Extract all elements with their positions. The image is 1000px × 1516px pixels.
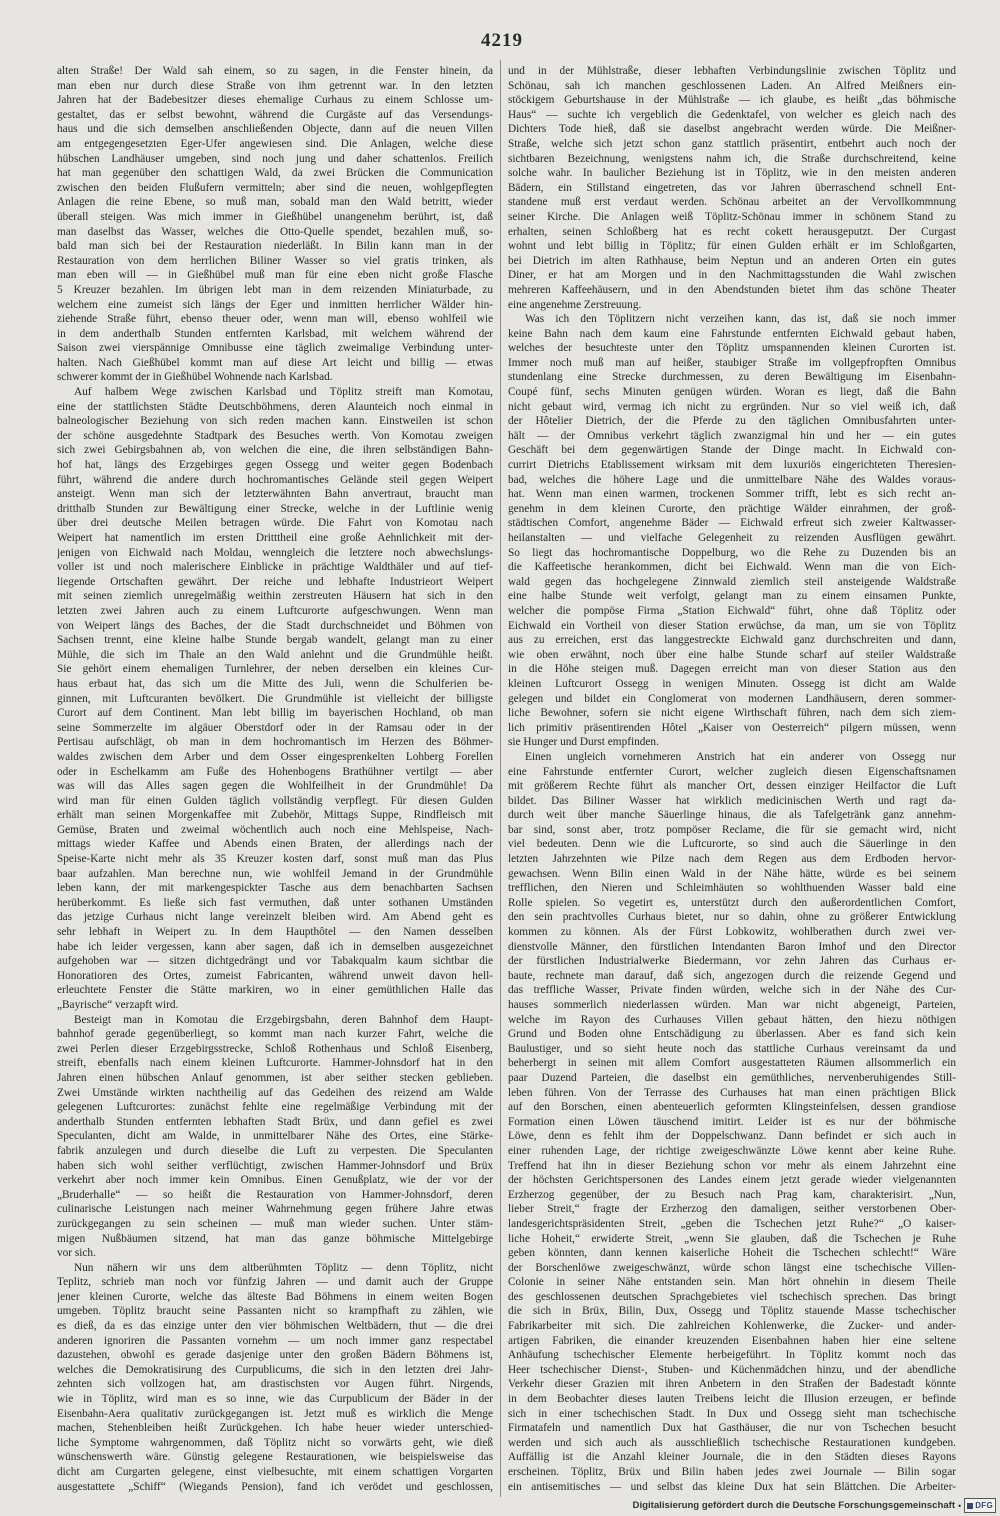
- text-line: seiner Kirche. Die Anlagen weiß Töplitz-Schönau immer in schönem Stand zu: [508, 210, 956, 223]
- text-line: sehr lebhaft in Weipert zu. In dem Haupthôtel — den Namen desselben: [57, 926, 493, 939]
- text-line: Treffend hat ihn in dieser Beziehung schon vor mehr als einem Jahrzehnt eine: [508, 1159, 956, 1172]
- dfg-logo-icon: [964, 1498, 996, 1513]
- text-line: wird man für einen Gulden täglich vollständig verpflegt. Für diesen Gulden: [57, 794, 493, 807]
- text-line: 5 Kreuzer bezahlen. Im übrigen lebt man in dem reizenden Miniaturbade, zu: [57, 283, 493, 296]
- credit-bullet: •: [958, 1500, 962, 1511]
- text-line: baute, rechnete man darauf, daß sich, angezogen durch die reizende Gegend und: [508, 969, 956, 982]
- text-line: Diner, er hat am Morgen und in den Nachmittagsstunden die Wahl zwischen: [508, 269, 956, 282]
- text-line: oder in Eschelkamm am Fuße des Hohenbogens Brathühner vertilgt — aber: [57, 765, 493, 778]
- text-line: trefflichen, den Nieren und Schleimhäuten so wohlthuenden Wasser bald eine: [508, 882, 956, 895]
- text-line: Nun nähern wir uns dem altberühmten Töplitz — denn Töplitz, nicht: [74, 1261, 493, 1274]
- text-line: keine Bahn nach dem kaum eine Fahrstunde entfernten Eichwald gebaut haben,: [508, 327, 956, 340]
- text-line: Anlagen die reine Ebene, so muß man, sobald man den Wald betritt, wieder: [57, 196, 493, 209]
- text-line: Jahren einen hübschen Anlauf genommen, ist aber seither stecken geblieben.: [57, 1071, 493, 1084]
- text-line: ginnen, mit Luftcuranten bevölkert. Die Grundmühle ist vielleicht der billigste: [57, 692, 493, 705]
- text-line: migen Nußbäumen sitzend, hat man das ganze böhmische Mittelgebirge: [57, 1232, 493, 1245]
- text-line: Restauration von dem herrlichen Biliner Wasser so viel gratis trinken, als: [57, 254, 493, 267]
- text-line: fabrik anzulegen und durch dieselbe die Luft zu verpesten. Die Speculanten: [57, 1144, 493, 1157]
- text-line: was will das Alles sagen gegen die Wohlfeilheit in der Grundmühle! Da: [57, 780, 493, 793]
- text-line: Coupé fünf, sechs Minuten genügen würden. Woran es liegt, daß die Bahn: [508, 386, 956, 399]
- text-line: Dichters Tode hieß, daß sie daselbst angebracht werden würde. Die Meißner-: [508, 123, 956, 136]
- text-line: „Bruderhalle“ — so heißt die Restauration von Hammer-Johnsdorf, deren: [57, 1188, 493, 1201]
- text-line: stundenlang eine Strecke durchmessen, zu deren Bewältigung im Eisenbahn-: [508, 371, 956, 384]
- text-line: geben könnten, dann kennen kaiserliche Hoheit die Tschechen schlecht!“ Wäre: [508, 1247, 956, 1260]
- text-line: Immer noch muß man auf heißer, staubiger Straße im vollgepfropften Omnibus: [508, 356, 956, 369]
- text-line: gestaltet, das er selbst bewohnt, während die Curgäste auf das Versendungs-: [57, 108, 493, 121]
- text-line: stöckigem Geburtshause in der Mühlstraße — ich glaube, es heißt „das böhmische: [508, 94, 956, 107]
- dfg-logo-text: DFG: [975, 1501, 993, 1510]
- text-line: aus zu erreichen, erst das langgestreckte Eichwald ganz durchschreiten und dann,: [508, 634, 956, 647]
- text-line: erhalten, seinen Schloßberg hat es recht cokett herausgeputzt. Der Curgast: [508, 225, 956, 238]
- text-line: wie in Töplitz, wird man es so inne, wie das Curpublicum der Bäder in der: [57, 1393, 493, 1406]
- text-line: lich primitiv präsentirenden Hôtel „Kaiser von Oesterreich“ pilgern müssen, wenn: [508, 721, 956, 734]
- column-divider: [500, 60, 501, 1497]
- paragraph: [57, 1013, 493, 1261]
- text-line: dicht am Curgarten gelegene, einst vielbesuchte, mit einem schattigen Vorgarten: [57, 1466, 493, 1478]
- text-line: baar aufzahlen. Man berechne nun, wie wohlfeil Jemand in der Grundmühle: [57, 867, 493, 880]
- text-line: eine angenehme Zerstreuung.: [508, 298, 642, 311]
- text-line: Speculanten, dicht am Walde, in unmittelbarer Nähe des Ortes, eine Stärke-: [57, 1130, 493, 1143]
- text-line: haus erbaut hat, das sich um die Mitte des Juli, wenn die Schulferien be-: [57, 677, 493, 690]
- text-line: Speise-Karte nicht mehr als 35 Kreuzer kosten darf, sonst muß man das Plus: [57, 853, 493, 866]
- text-line: welche im Rayon des Curhauses Villen gebaut hätten, den hiezu nöthigen: [508, 1013, 956, 1026]
- text-line: ausgestattete „Schiff“ (Wiegands Pension), fand ich verödet und geschlossen,: [57, 1480, 493, 1493]
- text-line: haben sich wohl seither verflüchtigt, zwischen Hammer-Johnsdorf und Brüx: [57, 1159, 493, 1172]
- text-line: zurückgegangen zu sein scheinen — muß man wieder suchen. Unter stäm-: [57, 1217, 493, 1230]
- text-line: den sein prachtvolles Curhaus bietet, nur so dahin, ohne zu größerer Entwicklung: [508, 911, 956, 924]
- text-line: Pertisau aufschlägt, ob man in dem hochromantisch im Herzen des Böhmer-: [57, 736, 493, 749]
- text-line: Firmatafeln und namentlich Dux hat Gasthäuser, die nur von Tschechen besucht: [508, 1422, 956, 1435]
- paragraph: [508, 312, 956, 750]
- text-line: welches der besuchteste unter den Töplitz umspannenden kleinen Curorten ist.: [508, 342, 956, 355]
- text-line: waldes zwischen dem Arber und dem Osser eingesprenkelten Lohberg Forellen: [57, 750, 493, 763]
- text-line: Auf halbem Wege zwischen Karlsbad und Töplitz streift man Komotau,: [74, 386, 493, 399]
- text-line: Teplitz, schrieb man noch vor fünfzig Jahren — und damit auch der Gruppe: [57, 1276, 493, 1289]
- text-line: Zwei Umstände wirkten nachtheilig auf das Gedeihen des reizend am Walde: [57, 1086, 493, 1099]
- text-line: Rolle spielen. So vegetirt es, unterstützt durch den außerordentlichen Comfort,: [508, 896, 956, 909]
- text-line: ansteigt. Wenn man sich der letzterwähnten Bahn anvertraut, braucht man: [57, 488, 493, 501]
- text-line: machen, Stehenbleiben heißt Zurückgehen. Ich habe heuer wieder unterschied-: [57, 1422, 493, 1435]
- text-line: man daselbst das Wasser, welches die Otto-Quelle spendet, bezahlen muß, so-: [57, 225, 493, 238]
- text-line: und in der Mühlstraße, dieser lebhaften Verbindungslinie zwischen Töplitz und: [508, 65, 956, 77]
- text-line: Eisenbahn-Aera qualitativ zurückgegangen ist. Jetzt muß es wirklich die Menge: [57, 1407, 493, 1420]
- text-line: welchem eine zumeist sich längs der Eger und inmitten herrlicher Wälder hin-: [57, 298, 493, 311]
- text-line: sichtbaren Bezeichnung, wenigstens nahm ich, die Straße durchschreitend, keine: [508, 152, 956, 165]
- text-line: Geschäft bei dem gegenwärtigen Stande der Dinge macht. In Eichwald con-: [508, 444, 956, 457]
- text-line: hält — der Omnibus verkehrt täglich zwanzigmal hin und her — ein gutes: [508, 429, 956, 442]
- text-line: dazustehen, obwohl es gerade dasjenige unter den großen Bädern Böhmens ist,: [57, 1349, 493, 1362]
- text-line: wie oben erwähnt, noch über eine halbe Stunde scharf auf steiler Waldstraße: [508, 648, 956, 661]
- text-line: Curort auf dem Continent. Man lebt billig im bayerischen Hochland, ob man: [57, 707, 493, 720]
- text-line: man eben nur durch diese Straße von ihm getrennt war. In den letzten: [57, 79, 493, 92]
- text-line: balneologischer Beziehung von sich reden machen kann. Einstweilen ist schon: [57, 415, 493, 428]
- text-line: die Kaffeetische herankommen, dicht bei Eichwald. Wenn man die von Eich-: [508, 561, 956, 574]
- text-line: genehm in dem kleinen Curorte, den prächtige Wälder einrahmen, der groß-: [508, 502, 956, 515]
- text-line: zwei Perlen dieser Erzgebirgsstrecke, Schloß Rothenhaus und Schloß Eisenberg,: [57, 1042, 493, 1055]
- text-line: „Bayrische“ verzapft wird.: [57, 999, 179, 1011]
- text-line: currirt Dietrichs Etablissement wirksam mit dem luxuriös eingerichteten Theresien-: [508, 459, 956, 472]
- paragraph: [57, 385, 493, 1013]
- text-line: Formation einen Löwen täuschend imitirt. Leider ist es nur der böhmische: [508, 1115, 956, 1128]
- text-line: hof hat, längs des Erzgebirges gegen Ossegg und weiter gegen Bodenbach: [57, 459, 493, 472]
- text-line: vor sich.: [57, 1247, 96, 1260]
- text-line: wald gegen das hochgelegene Zinnwald ziemlich steil ansteigende Waldstraße: [508, 575, 956, 588]
- text-line: Besteigt man in Komotau die Erzgebirgsbahn, deren Bahnhof dem Haupt-: [74, 1013, 493, 1026]
- text-line: hauses sommerlich niederlassen würden. Man war nicht abgeneigt, Parteien,: [508, 999, 956, 1011]
- text-line: beherbergt in seinen mit allem Comfort ausgestatteten Räumen allsommerlich ein: [508, 1057, 956, 1070]
- text-line: Haus“ — suchte ich vergeblich die Gedenktafel, von welcher es gleich nach des: [508, 108, 956, 121]
- text-line: standene muß erst verdaut werden. Schönau arbeitet an der Vervollkommnung: [508, 196, 956, 209]
- text-line: wohnt und lebt billig in Töplitz; für einen Gulden erhält er im Schloßgarten,: [508, 240, 956, 253]
- text-line: jener kleinen Curorte, welche das älteste Bad Böhmens in einem weiten Bogen: [57, 1290, 493, 1303]
- text-line: Weipert hat namentlich im ersten Dritttheil eine große Aehnlichkeit mit der-: [57, 532, 493, 544]
- text-line: das jetzige Curhaus nicht lange vereinzelt bleiben wird. Am Abend geht es: [57, 911, 493, 924]
- text-line: ziehende Straße führt, ebenso theuer oder, wenn man will, ebenso wohlfeil wie: [57, 313, 493, 326]
- text-line: Jahren hat der Badebesitzer dieses ehemalige Curhaus zu einem Schlosse um-: [57, 94, 493, 107]
- text-line: führt, während die andere durch hochromantisches Gelände steil gegen Weipert: [57, 473, 493, 486]
- text-line: letzten zwei Jahren auch zu einem Luftcurorte aufgeschwungen. Wenn man: [57, 604, 493, 617]
- text-line: der fürstlichen Industrialwerke Biedermann, vor zehn Jahren das Curhaus er-: [508, 955, 956, 968]
- text-line: hat man gegenüber den schattigen Wald, da zwei Brücken die Communication: [57, 167, 493, 180]
- text-line: ein antisemitisches — und selbst das kleine Dux hat sein Blättchen. Die Arbeiter-: [508, 1480, 956, 1493]
- text-line: des geschlossenen deutschen Sprachgebietes viel tschechisch sprechen. Das bringt: [508, 1290, 956, 1303]
- text-line: wünschenswerth wäre. Günstig gelegene Restaurationen, wie beispielsweise das: [57, 1451, 493, 1464]
- text-line: in dem Beobachter dieses lauten Treibens leicht die Illusion erzeugen, er befinde: [508, 1393, 956, 1406]
- text-line: erleuchtete Fenster die Stätte markiren, wo in einer gemüthlichen Halle das: [57, 984, 493, 997]
- text-line: viel bedeuten. Denn wie die Luftcurorte, so sind auch die Säuerlinge in den: [508, 838, 956, 851]
- text-line: Löwe, denn es fehlt ihm der Doppelschwanz. Dann befindet er sich auch in: [508, 1130, 956, 1143]
- text-line: Saison zwei vierspännige Omnibusse eine täglich zweimalige Verbindung unter-: [57, 342, 493, 355]
- text-line: städtischen Comfort, angenehme Bäder — Eichwald erfreut sich zweier Kaltwasser-: [508, 517, 956, 530]
- text-line: das treffliche Wasser, Private finden würden, welche sich in der Nähe des Cur-: [508, 984, 956, 997]
- text-line: zwischen den beiden Flußufern vermitteln; aber sind die neuen, wohlgepflegten: [57, 181, 493, 194]
- text-line: hübschen Landhäuser umgeben, sind noch jung und daher schattenlos. Freilich: [57, 152, 493, 165]
- text-line: der Hôtelier Dietrich, der die Pferde zu den täglichen Omnibusfahrten unter-: [508, 415, 956, 428]
- text-line: Colonie in seiner Nähe entstanden sein. Man hört ohnehin in diesem Theile: [508, 1276, 956, 1289]
- text-line: umgeben. Töplitz braucht seine Passanten nicht so krampfhaft zu zählen, wie: [57, 1305, 493, 1318]
- text-line: jenigen von Eichwald nach Moldau, wenngleich die letztere noch abwechslungs-: [57, 546, 493, 559]
- text-line: alten Straße! Der Wald sah einem, so zu sagen, in die Fenster hinein, da: [57, 65, 493, 77]
- text-line: seine Sommerzelte im algäuer Oberstdorf oder in der Ramsau oder in der: [57, 721, 493, 734]
- text-line: eine der stattlichsten Städte Deutschböhmens, deren Alaunteich noch einmal in: [57, 400, 493, 413]
- credit-text: Digitalisierung gefördert durch die Deutsche Forschungsgemeinschaft: [632, 1500, 956, 1511]
- text-line: bildet. Das Biliner Wasser hat wirklich medicinischen Werth und ragt da-: [508, 794, 956, 807]
- text-line: sich zwei Gebirgsbahnen ab, von welchen die eine, die ihren selbständigen Bahn-: [57, 444, 493, 457]
- text-line: artigen Fabriken, die einander kreuzenden Eisenbahnen haben hier eine seltene: [508, 1334, 956, 1347]
- text-line: bei Dietrich im alten Rathhause, beim Neptun und an anderen Orten ein gutes: [508, 254, 956, 267]
- text-line: der höchsten Gerichtspersonen des Landes einem jetzt gerade wieder vielgenannten: [508, 1174, 956, 1187]
- text-line: liche Hoheit,“ erwiderte Streit, „wenn Sie glauben, daß die Tschechen je Ruhe: [508, 1232, 956, 1245]
- text-line: Anhäufung tschechischer Elemente herbeigeführt. In Töplitz kommt noch das: [508, 1349, 956, 1362]
- paragraph: [57, 1261, 493, 1495]
- left-column: [57, 64, 493, 1498]
- text-line: über drei deutsche Meilen betragen würde. Die Fahrt von Komotau nach: [57, 517, 493, 530]
- text-line: der Borschenlöwe zweigeschwänzt, würde schon längst eine tschechische Villen-: [508, 1261, 956, 1274]
- text-line: erscheinen. Töplitz, Brüx und Bilin haben jedes zwei Journale — Bilin sogar: [508, 1466, 956, 1478]
- paragraph: [508, 750, 956, 1494]
- text-line: man eben will — in Gießhübel muß man für eine eben nicht große Flasche: [57, 269, 493, 282]
- text-line: mittags wieder Kaffee und Abends einen Braten, der allerdings nach der: [57, 838, 493, 851]
- text-line: herüberkommt. Es ließe sich fast vermuthen, daß unter sothanen Umständen: [57, 896, 493, 909]
- text-line: letzten Jahrzehnten wie Pilze nach dem Regen aus dem Erdboden hervor-: [508, 853, 956, 866]
- text-line: in die Höhe steigen muß. Dagegen erreicht man von dieser Station aus den: [508, 663, 956, 676]
- text-line: lieber Streit,“ fragte der Erzherzog den damaligen, seither verstorbenen Ober-: [508, 1203, 956, 1216]
- text-line: der schöne ausgedehnte Stadtpark des Besuches werth. Von Komotau zweigen: [57, 429, 493, 442]
- text-line: halten. Nach Gießhübel kommt man auf diese Art leicht und billig — etwas: [57, 356, 493, 369]
- text-line: welcher die pompöse Firma „Station Eichwald“ führt, ohne daß Töplitz oder: [508, 604, 956, 617]
- text-line: kleinen Luftcurort Ossegg in wenigen Minuten. Ossegg ist dicht am Walde: [508, 677, 956, 690]
- right-column: [508, 64, 956, 1498]
- text-line: aufgehoben war — sitzen dichtgedrängt und vor Tabakqualm kaum sichtbar die: [57, 955, 493, 968]
- text-line: voller ist und noch malerischere Einblicke in prächtige Waldthäler und auf tief-: [57, 561, 493, 574]
- text-line: am entgegengesetzten Eger-Ufer angewiesen sind. Die Anlagen, welche diese: [57, 137, 493, 150]
- text-line: habe ich leider vergessen, kann aber sagen, daß ich in demselben ausgezeichnet: [57, 940, 493, 953]
- text-line: schwerer kommt der in Gießhübel Wohnende nach Karlsbad.: [57, 371, 333, 384]
- text-line: Fabrikarbeiter mit sich. Die zahlreichen Kohlenwerke, die Zucker- und ander-: [508, 1320, 956, 1333]
- text-line: mit größerem Rechte führt als mancher Ort, dessen einziger Heilfactor die Luft: [508, 780, 956, 793]
- text-line: streift, ebenfalls nach einem kleinen Luftcurorte. Hammer-Johnsdorf hat in den: [57, 1057, 493, 1070]
- dfg-logo-mark: [967, 1503, 973, 1509]
- text-line: Erzherzog gegenüber, der zu Besuch nach Prag kam, charakterisirt. „Nun,: [508, 1188, 956, 1201]
- paragraph: [57, 64, 493, 385]
- text-line: von Weipert längs des Baches, der die Stadt durchschneidet und Böhmen von: [57, 619, 493, 632]
- text-line: bald man sich bei der Restauration niederläßt. In Bilin kann man in der: [57, 240, 493, 253]
- text-line: bahnhof gerade gegenüberliegt, so kommt man nach kurzer Fahrt, welche die: [57, 1028, 493, 1041]
- text-line: culinarische Leistungen nach meiner Wahrnehmung gegen frühere Jahre etwas: [57, 1203, 493, 1216]
- text-line: nicht gebaut wird, vermag ich nicht zu ergründen. Nur so viel weiß ich, daß: [508, 400, 956, 413]
- text-line: sie Hunger und Durst empfinden.: [508, 736, 659, 749]
- text-line: Bädern, ein Stillstand eingetreten, das vor Jahren überraschend schnell Ent-: [508, 181, 956, 194]
- text-line: Verkehr dieser Grazien mit ihren Anbetern in den Straßen der Badestadt könnte: [508, 1378, 956, 1391]
- text-line: dienstvolle Männer, den fürstlichen Intendanten Baron Imhof und den Director: [508, 940, 956, 953]
- text-line: Sie gehört einem ehemaligen Turnlehrer, der neben derselben ein kleines Cur-: [57, 663, 493, 676]
- text-line: Einen ungleich vornehmeren Anstrich hat ein anderer von Ossegg nur: [525, 750, 956, 763]
- text-line: mehreren Kaffeehäusern, und in den Abendstunden bietet ihm das schöne Theater: [508, 283, 956, 296]
- text-line: eine halbe Stunde weit verfolgt, gelangt man zu einem einsamen Punkte,: [508, 590, 956, 603]
- text-line: Was ich den Töplitzern nicht verzeihen kann, das ist, daß sie noch immer: [525, 313, 956, 326]
- text-line: liche Symptome wahrgenommen, daß Töplitz nicht so vorwärts geht, wie dieß: [57, 1436, 493, 1449]
- text-line: in dem anderthalb Stunden entfernten Karlsbad, mit welchem während der: [57, 327, 493, 340]
- text-line: einer ruhenden Lage, der richtige zweigeschwänzte Löwe kennt aber keine Ruhe.: [508, 1144, 956, 1157]
- text-line: liche Bewohner, sofern sie nicht eigene Wirthschaft führen, nach dem sich ziem-: [508, 707, 956, 720]
- digitization-credit: [633, 1498, 996, 1513]
- text-line: bar sind, sonst aber, trotz pompöser Reclame, die für sie gemacht wird, nicht: [508, 823, 956, 836]
- text-line: mit seinen ziemlich unregelmäßig weithin zerstreuten Häusern hat sich in den: [57, 590, 493, 603]
- text-line: Honoratioren des Ortes, zumeist Fabricanten, während unweit davon hell-: [57, 969, 493, 982]
- text-line: bad, welches die höhere Lage und die unmittelbare Nähe des Waldes voraus-: [508, 473, 956, 486]
- text-line: Straße, welche sich jetzt schon ganz stattlich präsentirt, entbehrt auch noch der: [508, 137, 956, 150]
- text-line: liegende Ortschaften gewährt. Der reiche und lebhafte Industrieort Weipert: [57, 575, 493, 588]
- text-line: welches die Demokratisirung des Curpublicums, die sich in den letzten drei Jahr-: [57, 1363, 493, 1376]
- text-line: paar Duzend Parteien, die daselbst ein gemüthliches, nervenberuhigendes Still-: [508, 1071, 956, 1084]
- text-line: verkehrt aber noch immer kein Omnibus. Einen Genußplatz, wie der vor der: [57, 1174, 493, 1187]
- text-line: gewachsen. Wenn Bilin einen Wald in der Nähe hätte, würde es bei seinem: [508, 867, 956, 880]
- text-line: Eichwald ein Vortheil von dieser Station erwüchse, da man, um sie von Töplitz: [508, 619, 956, 632]
- text-line: hat. Wenn man einen warmen, trockenen Sommer trifft, lebt es sich recht an-: [508, 488, 956, 501]
- text-line: sich in einer tschechischen Stadt. In Dux und Ossegg sieht man tschechische: [508, 1407, 956, 1420]
- text-line: werden und sich auch als ausschließlich tschechische Restaurationen kundgeben.: [508, 1436, 956, 1449]
- text-line: erhält man seinen Morgenkaffee mit Zubehör, Mittags Suppe, Rindfleisch mit: [57, 809, 493, 822]
- paragraph: [508, 64, 956, 312]
- text-line: überall steigen. Was mich immer in Gießhübel unangenehm berührt, ist, daß: [57, 210, 493, 223]
- text-line: landesgerichtspräsidenten Streit, „geben die Tschechen jetzt Ruhe?“ „O kaiser-: [508, 1217, 956, 1230]
- text-line: leben führen. Von der Terrasse des Curhauses hat man einen prächtigen Blick: [508, 1086, 956, 1099]
- text-line: auf den Borschen, einen abenteuerlich geformten Klingsteinfelsen, dessen grandiose: [508, 1101, 956, 1114]
- text-line: So liegt das hochromantische Doppelburg, wo die Rehe zu Duzenden bis an: [508, 546, 956, 559]
- text-line: gelegen und bildet ein Conglomerat von modernen Landhäusern, deren sommer-: [508, 692, 956, 705]
- text-line: Gemüse, Braten und zweimal wöchentlich auch noch eine Mehlspeise, Nach-: [57, 823, 493, 836]
- text-line: anderen ignoriren die Passanten vornehm — um noch immer ganz respectabel: [57, 1334, 493, 1347]
- text-line: dritthalb Stunden zur Bewältigung einer Strecke, welche in der Luftlinie wenig: [57, 502, 493, 515]
- text-line: Grund und Boden ohne Entschädigung zu überlassen. Aber es fand sich kein: [508, 1028, 956, 1041]
- text-line: heilanstalten — und vielfache Gelegenheit zu reizenden Ausflügen gewährt.: [508, 532, 956, 544]
- text-line: es dieß, da es das einzige unter den vier böhmischen Weltbädern, thut — die drei: [57, 1320, 493, 1333]
- text-line: anderthalb Stunden entfernten lebhaften Stadt Brüx, und dann gefiel es zwei: [57, 1115, 493, 1128]
- text-line: durch weit über manche Säuerlinge hinaus, die als Tafelgetränk ganz annehm-: [508, 809, 956, 822]
- text-line: Mühle, die sich im Thale an den Wald anlehnt und die Grundmühle heißt.: [57, 648, 493, 661]
- text-line: Baulustiger, und so sieht heute noch das stattliche Curhaus vereinsamt da und: [508, 1042, 956, 1055]
- text-line: haus und die sich demselben anschließenden Objecte, dann auf die neuen Villen: [57, 123, 493, 136]
- text-line: Auffällig ist die Anzahl kleiner Journale, die in den Städten dieses Rayons: [508, 1451, 956, 1464]
- page-number: 4219: [481, 30, 523, 51]
- text-line: kommen zu können. Als der Fürst Lobkowitz, wohlberathen durch zwei ver-: [508, 926, 956, 939]
- text-line: Sachsen trennt, eine kleine halbe Stunde bergab wandelt, gelangt man zu einer: [57, 634, 493, 647]
- text-line: gelegenen Luftcurortes: zunächst fehlte eine regelmäßige Verbindung mit der: [57, 1101, 493, 1114]
- text-line: Heer tschechischer Dienst-, Stuben- und Küchenmädchen hinzu, und der abendliche: [508, 1363, 956, 1376]
- text-line: Schönau, sah ich manchen geschlossenen Laden. An Alfred Meißners ein-: [508, 79, 956, 92]
- text-line: solche wahr. In baulicher Beziehung ist in Töplitz, wie in den meisten anderen: [508, 167, 956, 180]
- text-line: zehnten sich vollzogen hat, am drastischsten vor Augen führt. Nirgends,: [57, 1378, 493, 1391]
- text-line: leben kann, der mit markengespickter Tasche aus dem benachbarten Sachsen: [57, 882, 493, 895]
- text-line: die sich in Brüx, Bilin, Dux, Ossegg und Töplitz stauende Masse tschechischer: [508, 1305, 956, 1318]
- text-line: eine Fahrstunde entfernter Curort, welcher zugleich diesen Eigenschaftsnamen: [508, 765, 956, 778]
